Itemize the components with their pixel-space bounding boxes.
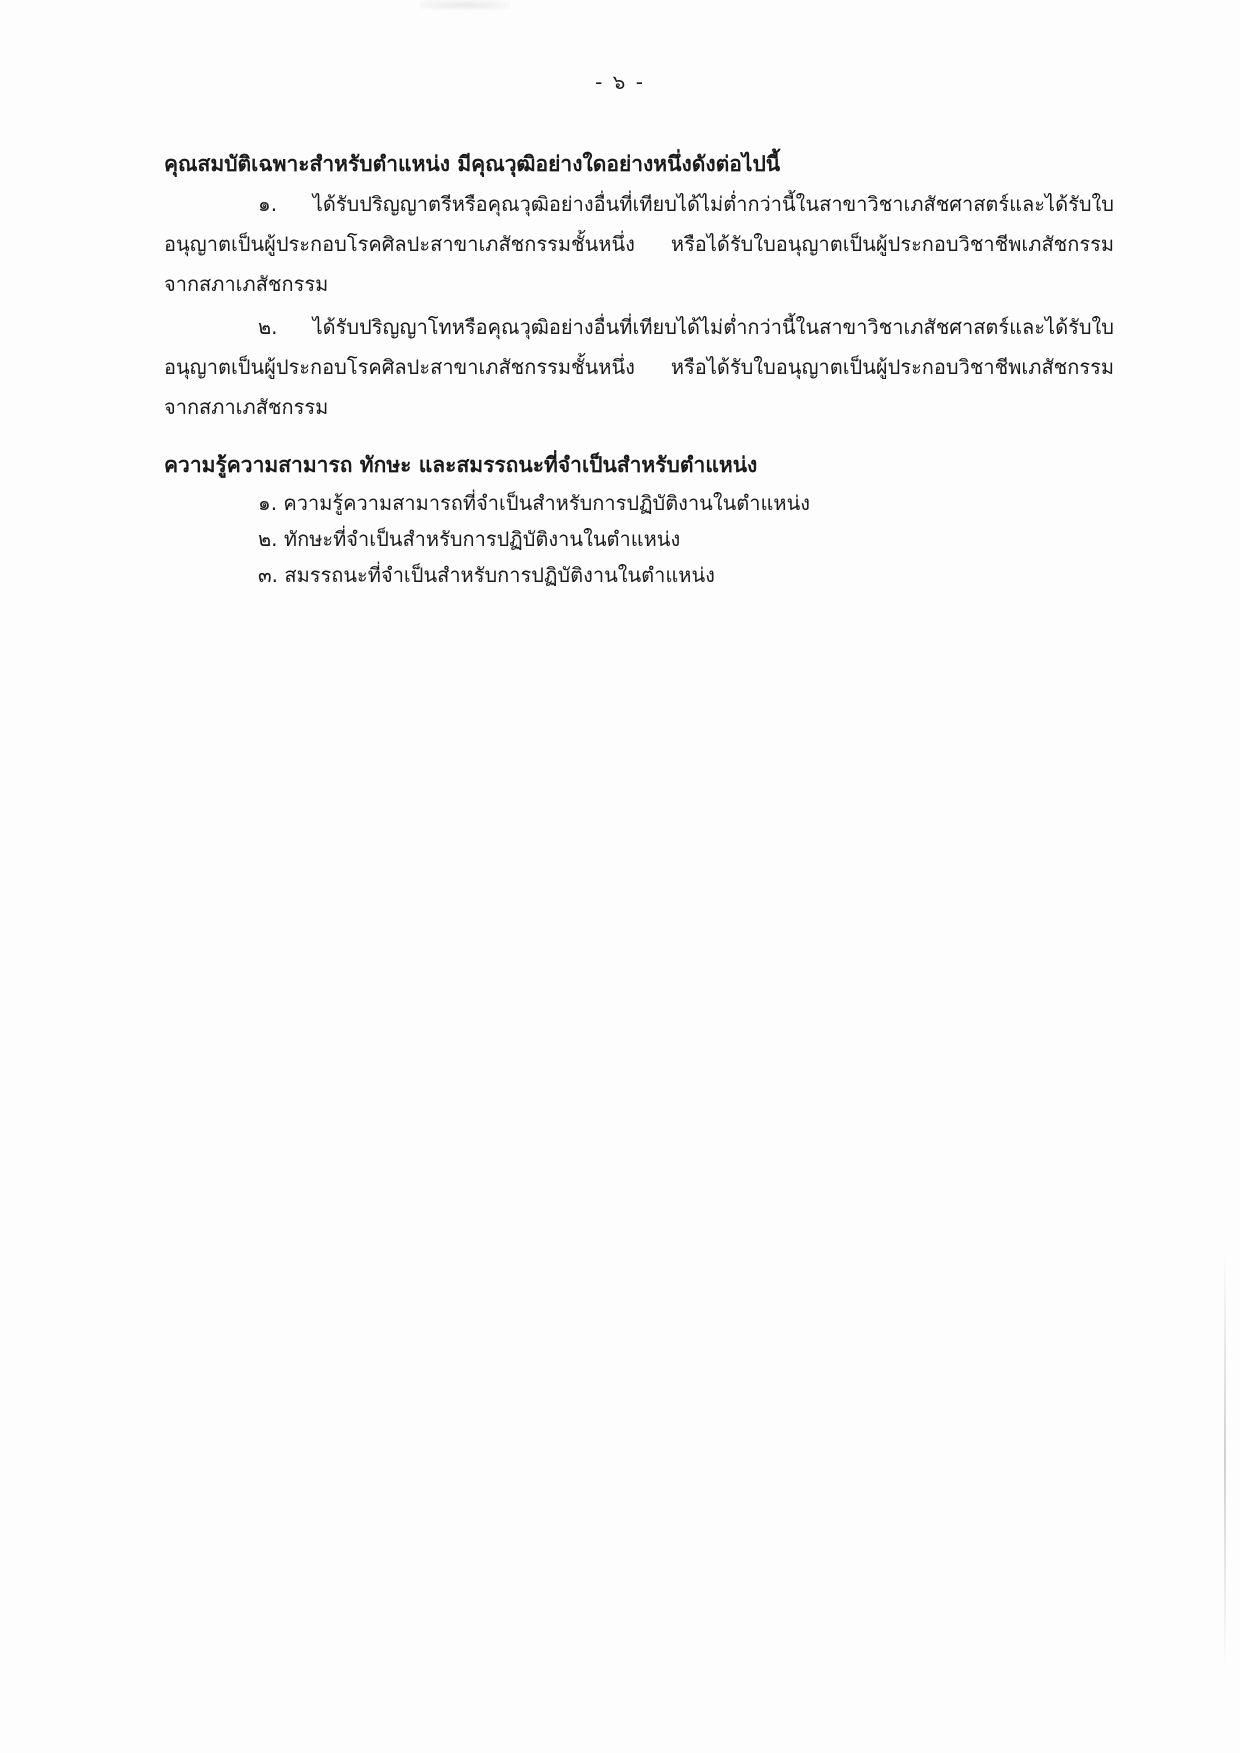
competency-item-1: ๑. ความรู้ความสามารถที่จำเป็นสำหรับการปฏิบัติงานในตำแหน่ง (258, 491, 811, 515)
page-number: - ๖ - (595, 70, 645, 94)
scan-artifact-edge (1224, 1250, 1226, 1670)
document-body (164, 144, 1114, 593)
competency-item-3: ๓. สมรรถนะที่จำเป็นสำหรับการปฏิบัติงานในตำแหน่ง (258, 563, 715, 587)
scan-artifact-top (420, 0, 510, 10)
qualifications-heading: คุณสมบัติเฉพาะสำหรับตำแหน่ง มีคุณวุฒิอย่างใดอย่างหนึ่งดังต่อไปนี้ (164, 152, 781, 176)
qualification-item-2: ๒. ได้รับปริญญาโทหรือคุณวุฒิอย่างอื่นที่เทียบได้ไม่ต่ำกว่านี้ในสาขาวิชาเภสัชศาสตร์และได้รับใบอนุญาตเป็นผู้ประกอบโรคศิลปะสาขาเภสัชกรรมชั้นหนึ่ง หรือได้รับใบอนุญาตเป็นผู้ประกอบวิชาชีพเภสัชกรรม จากสภาเภสัชกรรม (164, 315, 1114, 419)
competencies-heading: ความรู้ความสามารถ ทักษะ และสมรรถนะที่จำเป็นสำหรับตำแหน่ง (164, 453, 758, 477)
competency-item-2: ๒. ทักษะที่จำเป็นสำหรับการปฏิบัติงานในตำแหน่ง (258, 527, 681, 551)
section-spacer (164, 427, 1114, 445)
qualification-item-1: ๑. ได้รับปริญญาตรีหรือคุณวุฒิอย่างอื่นที่เทียบได้ไม่ต่ำกว่านี้ในสาขาวิชาเภสัชศาสตร์และได้รับใบอนุญาตเป็นผู้ประกอบโรคศิลปะสาขาเภสัชกรรมชั้นหนึ่ง หรือได้รับใบอนุญาตเป็นผู้ประกอบวิชาชีพเภสัชกรรม จากสภาเภสัชกรรม (164, 192, 1114, 296)
competencies-list (164, 485, 1114, 593)
